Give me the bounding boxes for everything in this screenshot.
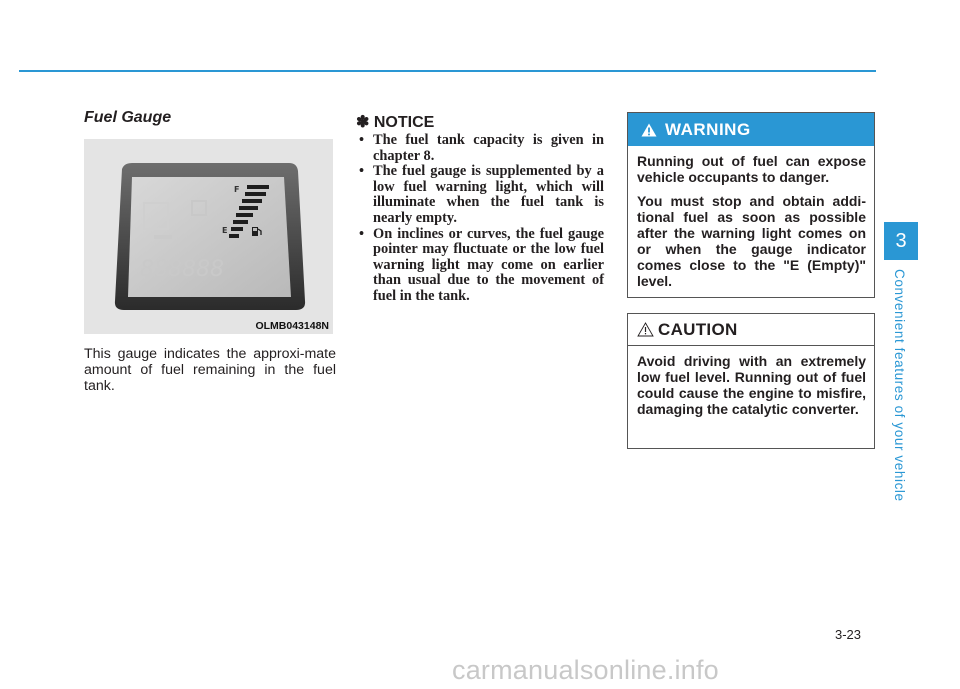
page-number: 3-23 [835, 627, 862, 642]
list-item: • On inclines or curves, the fuel gauge pointer may fluctuate or the low fuel warning light may come on earlier than usual due to the movement of fuel in the tank. [356, 227, 604, 305]
chapter-tab: 3 [884, 222, 918, 260]
warning-triangle-icon [641, 123, 657, 137]
warning-box [627, 112, 875, 298]
caution-box [627, 313, 875, 449]
chapter-side-title: Convenient features of your vehicle [892, 269, 907, 502]
watermark: carmanualsonline.info [452, 655, 719, 685]
warning-text-1: Running out of fuel can expose vehicle occupants to danger. [637, 153, 866, 185]
fuel-gauge-illustration [84, 139, 333, 334]
svg-text:888888: 888888 [140, 257, 224, 282]
caution-text: Avoid driving with an extremely low fuel level. Running out of fuel could cause the engine to misfire, damaging the catalytic converter. [637, 353, 866, 417]
notice-list [356, 133, 604, 305]
caution-label: CAUTION [658, 319, 738, 339]
gauge-empty-label: E [222, 226, 228, 235]
top-rule [19, 70, 876, 72]
gauge-description: This gauge indicates the approxi-mate amount of fuel remaining in the fuel tank. [84, 346, 336, 394]
list-item: • The fuel tank capacity is given in chapter 8. [356, 133, 604, 164]
warning-text-2: You must stop and obtain addi-tional fuel as soon as possible after the warning light comes on or when the gauge indicator comes close to the "E (Empty)" level. [637, 193, 866, 289]
warning-label: WARNING [665, 119, 751, 139]
fuel-gauge-figure [84, 139, 333, 334]
notice-title: ✽ NOTICE [356, 114, 435, 131]
caution-triangle-icon [637, 322, 654, 337]
warning-header [628, 113, 874, 146]
gauge-full-label: F [234, 185, 240, 194]
section-title: Fuel Gauge [84, 109, 172, 126]
caution-body [628, 346, 874, 417]
figure-code: OLMB043148N [255, 320, 329, 332]
caution-header [628, 314, 874, 346]
list-item: • The fuel gauge is supplemented by a low fuel warning light, which will illuminate when the fuel tank is nearly empty. [356, 164, 604, 226]
warning-body [628, 146, 874, 289]
